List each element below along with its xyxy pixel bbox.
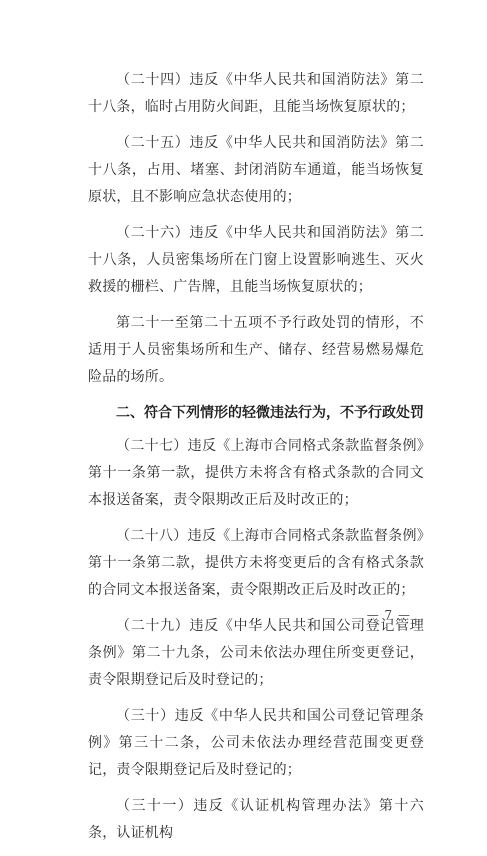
paragraph-item-26: （二十六）违反《中华人民共和国消防法》第二十八条，人员密集场所在门窗上设置影响逃生、灭火救援的栅栏、广告牌，且能当场恢复原状的； xyxy=(88,225,424,295)
paragraph-item-27: （二十七）违反《上海市合同格式条款监督条例》第十一条第一款，提供方未将含有格式条款的合同文本报送备案，责令限期改正后及时改正的； xyxy=(88,438,424,508)
paragraph-item-24: （二十四）违反《中华人民共和国消防法》第二十八条，临时占用防火间距，且能当场恢复原状的； xyxy=(88,72,424,115)
section-heading: 二、符合下列情形的轻微违法行为，不予行政处罚 xyxy=(116,405,424,421)
paragraph-item-31: （三十一）违反《认证机构管理办法》第十六条，认证机构 xyxy=(88,798,424,841)
paragraph-item-25: （二十五）违反《中华人民共和国消防法》第二十八条，占用、堵塞、封闭消防车通道，能当场恢复原状，且不影响应急状态使用的； xyxy=(88,135,424,205)
paragraph-item-28: （二十八）违反《上海市合同格式条款监督条例》第十一条第二款，提供方未将变更后的含有格式条款的合同文本报送备案，责令限期改正后及时改正的； xyxy=(88,528,424,598)
paragraph-note: 第二十一至第二十五项不予行政处罚的情形，不适用于人员密集场所和生产、储存、经营易燃易爆危险品的场所。 xyxy=(88,315,424,385)
page-number: — 7 — xyxy=(366,608,411,622)
document-body xyxy=(88,67,424,856)
paragraph-item-29: （二十九）违反《中华人民共和国公司登记管理条例》第二十九条，公司未依法办理住所变更登记，责令限期登记后及时登记的； xyxy=(88,618,424,688)
paragraph-item-30: （三十）违反《中华人民共和国公司登记管理条例》第三十二条，公司未依法办理经营范围变更登记，责令限期登记后及时登记的； xyxy=(88,708,424,778)
